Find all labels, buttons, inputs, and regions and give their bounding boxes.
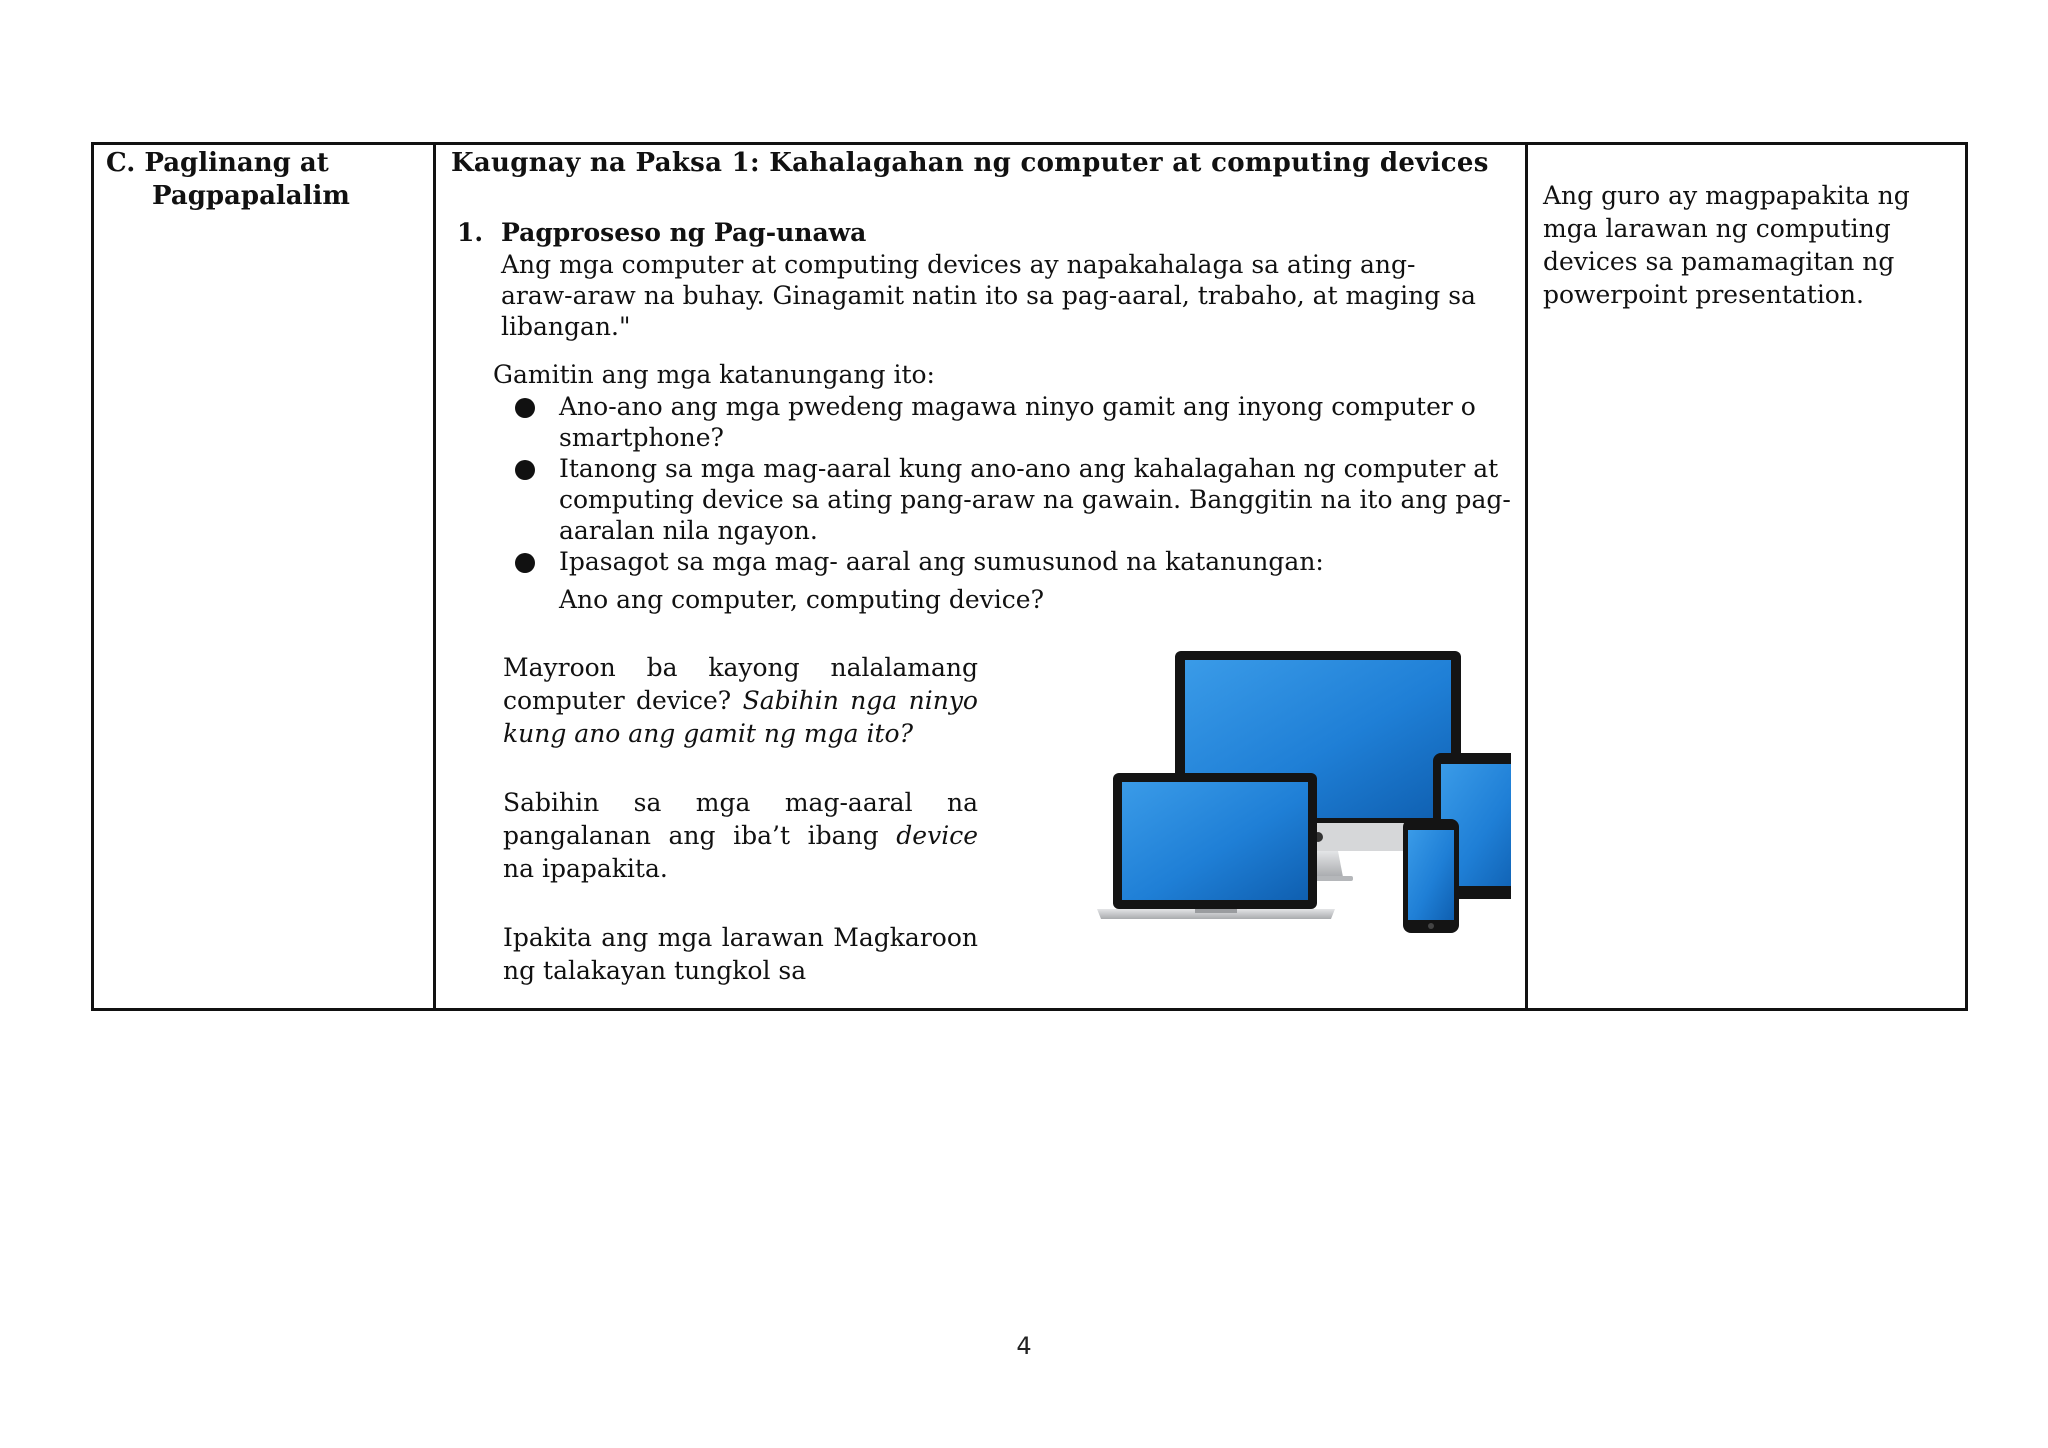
list-item bbox=[515, 546, 1515, 577]
question-list bbox=[515, 391, 1515, 577]
bullet-text: Itanong sa mga mag-aaral kung ano-ano ang kahalagahan ng computer at computing device sa ating pang-araw na gawain. Banggitin na ito ang pag-aaralan nila ngayon. bbox=[559, 454, 1511, 545]
page-number: 4 bbox=[1016, 1332, 1032, 1360]
bullet-dot-icon bbox=[515, 460, 535, 480]
list-item bbox=[515, 391, 1515, 453]
item-title: Pagproseso ng Pag-unawa bbox=[501, 218, 867, 247]
paragraph-text: Sabihin sa mga mag-aaral na pangalanan ang iba’t ibang bbox=[503, 788, 978, 850]
discussion-paragraph: Ipakita ang mga larawan Magkaroon ng talakayan tungkol sa bbox=[503, 923, 978, 985]
smartphone-icon bbox=[1403, 819, 1459, 933]
discussion-paragraph bbox=[503, 651, 978, 750]
discussion-paragraph bbox=[503, 786, 978, 885]
discussion-text bbox=[503, 651, 978, 987]
bullet-text: Ipasagot sa mga mag- aaral ang sumusunod na katanungan: bbox=[559, 547, 1324, 576]
topic-title: Kaugnay na Paksa 1: Kahalagahan ng computer at computing devices bbox=[451, 148, 1489, 178]
computing-devices-image bbox=[1091, 645, 1511, 945]
paragraph-italic: device bbox=[896, 821, 978, 850]
notes-text: Ang guro ay magpapakita ng mga larawan ng computing devices sa pamamagitan ng powerpoint presentation. bbox=[1543, 181, 1910, 309]
bullet-dot-icon bbox=[515, 553, 535, 573]
notes-cell bbox=[1543, 179, 1943, 311]
procedure-cell bbox=[451, 145, 1517, 985]
item-paragraph: Ang mga computer at computing devices ay napakahalaga sa ating ang- araw-araw na buhay. Ginagamit natin ito sa pag-aaral, trabaho, at maging sa libangan." bbox=[501, 250, 1476, 341]
prompt-intro: Gamitin ang mga katanungang ito: bbox=[493, 360, 935, 389]
column-divider bbox=[433, 145, 436, 1008]
section-label-cell bbox=[106, 147, 426, 213]
sub-question: Ano ang computer, computing device? bbox=[559, 585, 1044, 614]
item-number: 1. bbox=[457, 218, 484, 247]
column-divider bbox=[1525, 145, 1528, 1008]
laptop-icon bbox=[1097, 773, 1335, 919]
section-label-line1: C. Paglinang at bbox=[106, 148, 329, 178]
section-label-line2: Pagpapalalim bbox=[152, 181, 350, 211]
bullet-text: Ano-ano ang mga pwedeng magawa ninyo gamit ang inyong computer o smartphone? bbox=[559, 392, 1476, 452]
lesson-table bbox=[91, 142, 1968, 1011]
paragraph-text: na ipapakita. bbox=[503, 854, 668, 883]
bullet-dot-icon bbox=[515, 398, 535, 418]
paragraph-text: Mayroon ba kayong nalalamang computer device? bbox=[503, 653, 978, 715]
paragraph-italic: Sabihin nga ninyo kung ano ang gamit ng mga ito? bbox=[503, 686, 978, 748]
list-item bbox=[515, 453, 1515, 546]
